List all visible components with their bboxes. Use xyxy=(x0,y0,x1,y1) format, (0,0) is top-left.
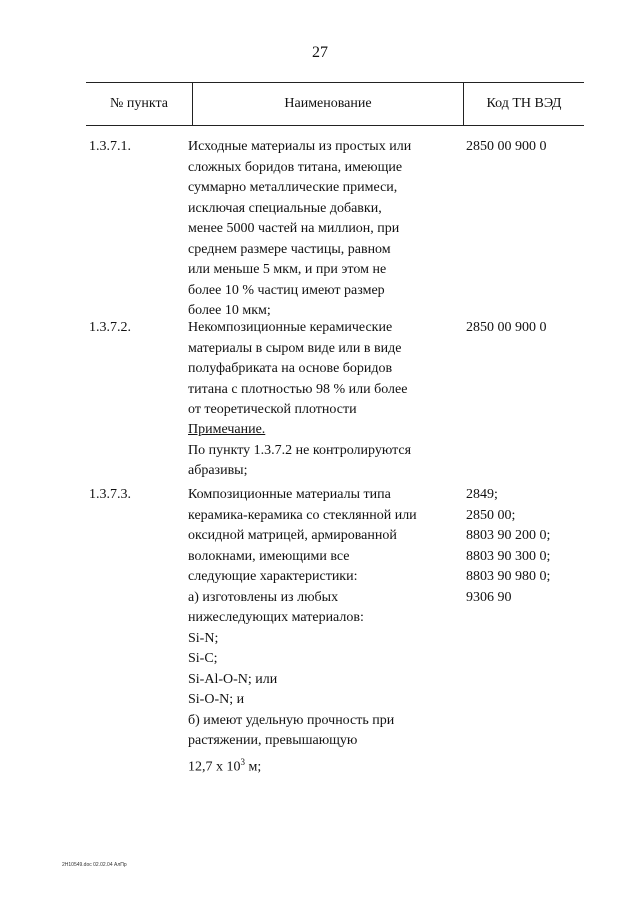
footer-filename: 2Н10549.doc 02.02.04 АлПр xyxy=(62,862,127,868)
header-name: Наименование xyxy=(192,83,464,125)
text-line: от теоретической плотности xyxy=(188,402,357,417)
formula-unit: м; xyxy=(245,759,262,775)
note-title: Примечание. xyxy=(188,422,266,437)
text-line: исключая специальные добавки, xyxy=(188,200,382,216)
formula-exponent: 3 xyxy=(240,756,245,767)
header-code: Код ТН ВЭД xyxy=(486,96,562,111)
text-line: Si-C; xyxy=(188,651,218,666)
text-line: титана с плотностью 98 % или более xyxy=(188,381,408,397)
row-codes xyxy=(466,485,584,608)
text-line: а) изготовлены из любых xyxy=(188,589,339,605)
text-line: более 10 % частиц имеют размер xyxy=(188,282,385,298)
row-number: 1.3.7.1. xyxy=(89,139,131,154)
text-line: оксидной матрицей, армированной xyxy=(188,528,397,543)
text-line: более 10 мкм; xyxy=(188,303,271,318)
text-line: сложных боридов титана, имеющие xyxy=(188,159,403,175)
row-description xyxy=(188,137,460,322)
text-line: Si-N; xyxy=(188,630,219,646)
text-line: Композиционные материалы типа xyxy=(188,487,391,502)
text-line: б) имеют удельную прочность при xyxy=(188,712,395,728)
note-line: абразивы; xyxy=(188,463,248,478)
text-line: растяжении, превышающую xyxy=(188,733,358,748)
code-line: 2850 00; xyxy=(466,507,516,523)
text-line: суммарно металлические примеси, xyxy=(188,180,398,195)
code-line: 2850 00 900 0 xyxy=(466,320,547,335)
row-codes xyxy=(466,137,584,158)
text-line: менее 5000 частей на миллион, при xyxy=(188,221,400,236)
code-line: 8803 90 300 0; xyxy=(466,548,551,564)
text-line: Si-O-N; и xyxy=(188,692,245,707)
code-line: 8803 90 980 0; xyxy=(466,569,551,584)
code-line: 9306 90 xyxy=(466,589,512,605)
code-line: 2849; xyxy=(466,487,498,502)
text-line: следующие характеристики: xyxy=(188,569,358,584)
code-line: 2850 00 900 0 xyxy=(466,139,547,154)
text-line: Некомпозиционные керамические xyxy=(188,320,393,335)
text-line: керамика-керамика со стеклянной или xyxy=(188,507,417,523)
text-line: материалы в сыром виде или в виде xyxy=(188,340,402,356)
row-description xyxy=(188,485,460,778)
text-line-formula xyxy=(188,752,460,778)
page-number: 27 xyxy=(312,44,328,61)
row-description xyxy=(188,318,460,421)
row-number: 1.3.7.3. xyxy=(89,487,131,502)
formula-base: 12,7 x 10 xyxy=(188,759,241,775)
note-line: По пункту 1.3.7.2 не контролируются xyxy=(188,442,412,458)
code-line: 8803 90 200 0; xyxy=(466,528,551,543)
row-note xyxy=(188,420,460,482)
text-line: Si-Al-O-N; или xyxy=(188,671,278,687)
row-codes xyxy=(466,318,584,339)
text-line: среднем размере частицы, равном xyxy=(188,241,391,257)
text-line: полуфабриката на основе боридов xyxy=(188,361,393,376)
text-line: волокнами, имеющими все xyxy=(188,548,350,564)
text-line: или меньше 5 мкм, и при этом не xyxy=(188,262,387,277)
text-line: Исходные материалы из простых или xyxy=(188,139,412,154)
text-line: нижеследующих материалов: xyxy=(188,610,364,625)
table-header xyxy=(86,82,584,126)
header-item-number: № пункта xyxy=(110,96,168,111)
row-number: 1.3.7.2. xyxy=(89,320,131,335)
